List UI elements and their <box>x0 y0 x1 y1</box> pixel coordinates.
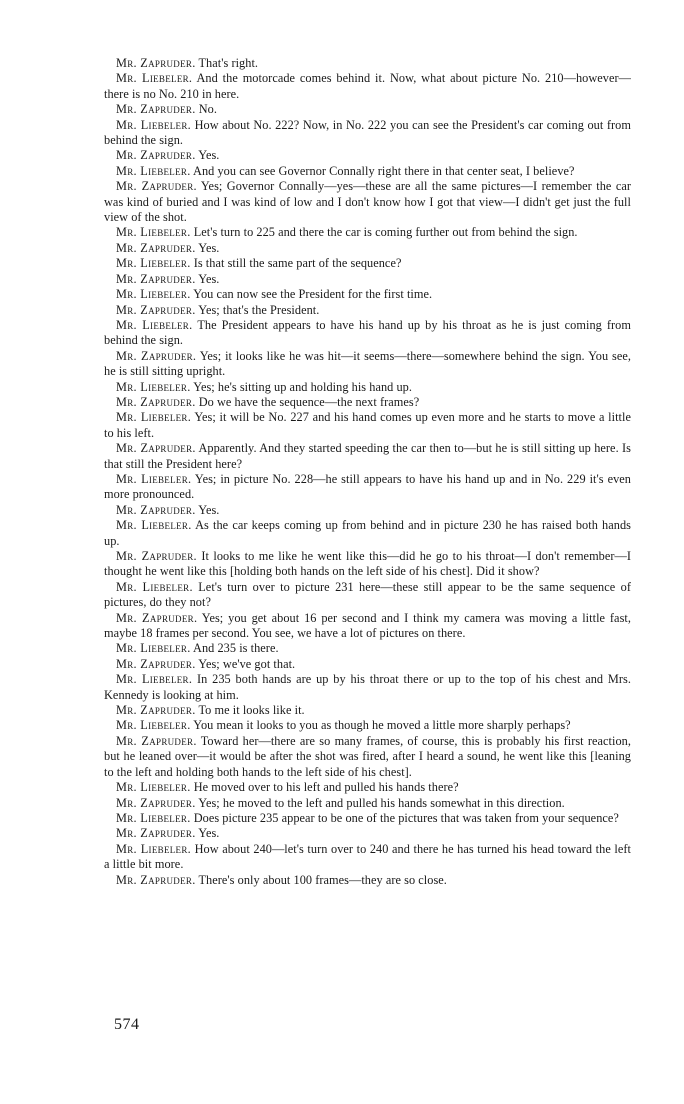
speech-text: Yes; he moved to the left and pulled his hands somewhat in this direction. <box>198 795 565 810</box>
transcript-paragraph <box>104 718 631 733</box>
transcript-paragraph <box>104 225 631 240</box>
speech-text: How about 240—let's turn over to 240 and there he has turned his head toward the left a little bit more. <box>104 841 631 872</box>
speaker-name: Mr. Zapruder. <box>116 549 197 563</box>
transcript-paragraph <box>104 303 631 318</box>
speech-text: Yes. <box>198 271 220 286</box>
speaker-name: Mr. Zapruder. <box>116 348 197 363</box>
transcript-paragraph <box>104 395 631 410</box>
speaker-name: Mr. Zapruder. <box>116 271 196 286</box>
speech-text: Yes; that's the President. <box>198 302 320 317</box>
transcript-paragraph <box>104 148 631 163</box>
transcript-paragraph <box>104 71 631 102</box>
speaker-name: Mr. Liebeler. <box>116 780 191 795</box>
speaker-name: Mr. Zapruder. <box>116 733 197 748</box>
speech-text: Yes. <box>198 826 220 841</box>
transcript-paragraph <box>104 318 631 349</box>
speech-text: Do we have the sequence—the next frames? <box>198 394 420 409</box>
speech-text: Yes; it will be No. 227 and his hand comes up even more and he starts to move a little to his left. <box>104 410 631 440</box>
speaker-name: Mr. Zapruder. <box>116 56 196 70</box>
transcript-paragraph <box>104 118 631 149</box>
speech-text: Yes; he's sitting up and holding his hand up. <box>193 379 413 394</box>
transcript-paragraph <box>104 796 631 811</box>
speaker-name: Mr. Liebeler. <box>116 641 191 656</box>
transcript-paragraph <box>104 256 631 271</box>
speech-text: He moved over to his left and pulled his hands there? <box>193 780 459 795</box>
transcript-paragraph <box>104 734 631 780</box>
speech-text: You can now see the President for the first time. <box>193 287 433 302</box>
speech-text: Let's turn to 225 and there the car is coming further out from behind the sign. <box>193 225 578 240</box>
transcript-paragraph <box>104 611 631 642</box>
speech-text: And you can see Governor Connally right there in that center seat, I believe? <box>193 163 575 178</box>
transcript-paragraph <box>104 780 631 795</box>
transcript-paragraph <box>104 580 631 611</box>
speaker-name: Mr. Liebeler. <box>116 810 191 825</box>
speech-text: Is that still the same part of the sequence? <box>193 256 402 271</box>
speaker-name: Mr. Liebeler. <box>116 163 191 178</box>
transcript-paragraph <box>104 164 631 179</box>
transcript-paragraph <box>104 102 631 117</box>
speech-text: And the motorcade comes behind it. Now, what about picture No. 210—however—there is no No. 210 in here. <box>104 71 631 101</box>
speaker-name: Mr. Liebeler. <box>116 518 192 533</box>
speech-text: Apparently. And they started speeding the car then to—but he is still sitting up here. Is that still the President here? <box>104 441 631 471</box>
transcript-paragraph <box>104 672 631 703</box>
speaker-name: Mr. Liebeler. <box>116 379 191 394</box>
speaker-name: Mr. Zapruder. <box>116 302 196 317</box>
speech-text: In 235 both hands are up by his throat there or up to the top of his chest and Mrs. Kennedy is looking at him. <box>104 672 631 702</box>
transcript-paragraph <box>104 272 631 287</box>
transcript-paragraph <box>104 518 631 549</box>
speech-text: To me it looks like it. <box>198 703 305 718</box>
speech-text: The President appears to have his hand up by his throat as he is just coming from behind the sign. <box>104 317 631 348</box>
speech-text: And 235 is there. <box>193 641 279 656</box>
speaker-name: Mr. Zapruder. <box>116 102 196 117</box>
transcript-paragraph <box>104 349 631 380</box>
transcript-paragraph <box>104 657 631 672</box>
transcript-paragraph <box>104 441 631 472</box>
speech-text: As the car keeps coming up from behind and in picture 230 he has raised both hands up. <box>104 518 631 548</box>
speaker-name: Mr. Liebeler. <box>116 841 192 856</box>
speech-text: Yes; we've got that. <box>198 656 296 671</box>
speech-text: There's only about 100 frames—they are so close. <box>198 872 447 887</box>
speaker-name: Mr. Liebeler. <box>116 579 193 594</box>
speaker-name: Mr. Zapruder. <box>116 394 196 409</box>
transcript-paragraph <box>104 410 631 441</box>
speech-text: Yes; Governor Connally—yes—these are all the same pictures—I remember the car was kind of buried and I was kind of low and I don't know how I got that view—I didn't get just the full view of the shot. <box>104 179 631 225</box>
transcript-paragraph <box>104 549 631 580</box>
transcript-paragraph <box>104 641 631 656</box>
speaker-name: Mr. Zapruder. <box>116 872 196 887</box>
transcript-paragraph <box>104 703 631 718</box>
speaker-name: Mr. Liebeler. <box>116 317 193 332</box>
speaker-name: Mr. Liebeler. <box>116 71 193 86</box>
speech-text: Let's turn over to picture 231 here—these still appear to be the same sequence of pictures, do they not? <box>104 579 631 610</box>
speaker-name: Mr. Liebeler. <box>116 471 192 486</box>
speaker-name: Mr. Liebeler. <box>116 117 192 132</box>
transcript-paragraph <box>104 811 631 826</box>
speaker-name: Mr. Zapruder. <box>116 240 196 255</box>
speaker-name: Mr. Zapruder. <box>116 656 196 671</box>
speaker-name: Mr. Zapruder. <box>116 610 198 625</box>
transcript-paragraph <box>104 287 631 302</box>
speech-text: It looks to me like he went like this—did he go to his throat—I don't remember—I thought he went like this [holding both hands on the left side of his chest]. Did it show? <box>104 549 632 579</box>
speech-text: How about No. 222? Now, in No. 222 you can see the President's car coming out from behind the sign. <box>104 117 631 148</box>
speech-text: Toward her—there are so many frames, of course, this is probably his first reaction, but he leaned over—it would be after the shot was fired, after I heard a sound, he went like this [leaning to the left and holding both hands to the left side of his chest]. <box>104 733 632 779</box>
transcript-paragraph <box>104 873 631 888</box>
speech-text: You mean it looks to you as though he moved a little more sharply perhaps? <box>193 718 571 733</box>
speech-text: Yes. <box>198 240 220 255</box>
transcript-paragraph <box>104 842 631 873</box>
page-number: 574 <box>114 1016 140 1033</box>
speaker-name: Mr. Liebeler. <box>116 718 191 733</box>
speech-text: Yes; in picture No. 228—he still appears to have his hand up and in No. 229 it's even more pronounced. <box>104 471 631 502</box>
speaker-name: Mr. Zapruder. <box>116 148 196 163</box>
speech-text: That's right. <box>198 56 259 70</box>
transcript-paragraph <box>104 472 631 503</box>
transcript-paragraph <box>104 241 631 256</box>
speech-text: Yes; you get about 16 per second and I think my camera was moving a little fast, maybe 18 frames per second. You see, we have a lot of pictures on there. <box>104 610 631 641</box>
speaker-name: Mr. Liebeler. <box>116 287 191 302</box>
speaker-name: Mr. Zapruder. <box>116 703 196 718</box>
speech-text: Yes; it looks like he was hit—it seems—there—somewhere behind the sign. You see, he is still sitting upright. <box>104 348 631 379</box>
speaker-name: Mr. Liebeler. <box>116 410 192 425</box>
speaker-name: Mr. Zapruder. <box>116 795 196 810</box>
speech-text: Yes. <box>198 502 220 517</box>
speaker-name: Mr. Liebeler. <box>116 256 191 271</box>
speaker-name: Mr. Zapruder. <box>116 179 197 194</box>
speech-text: Yes. <box>198 148 220 163</box>
speaker-name: Mr. Zapruder. <box>116 441 196 456</box>
transcript-paragraph <box>104 56 631 71</box>
transcript-paragraph <box>104 826 631 841</box>
speech-text: Does picture 235 appear to be one of the pictures that was taken from your sequence? <box>193 810 619 825</box>
speaker-name: Mr. Zapruder. <box>116 502 196 517</box>
speaker-name: Mr. Liebeler. <box>116 225 191 240</box>
speaker-name: Mr. Zapruder. <box>116 826 196 841</box>
transcript-body <box>104 56 631 888</box>
transcript-paragraph <box>104 503 631 518</box>
transcript-paragraph <box>104 380 631 395</box>
speech-text: No. <box>198 102 217 117</box>
transcript-paragraph <box>104 179 631 225</box>
speaker-name: Mr. Liebeler. <box>116 672 193 687</box>
